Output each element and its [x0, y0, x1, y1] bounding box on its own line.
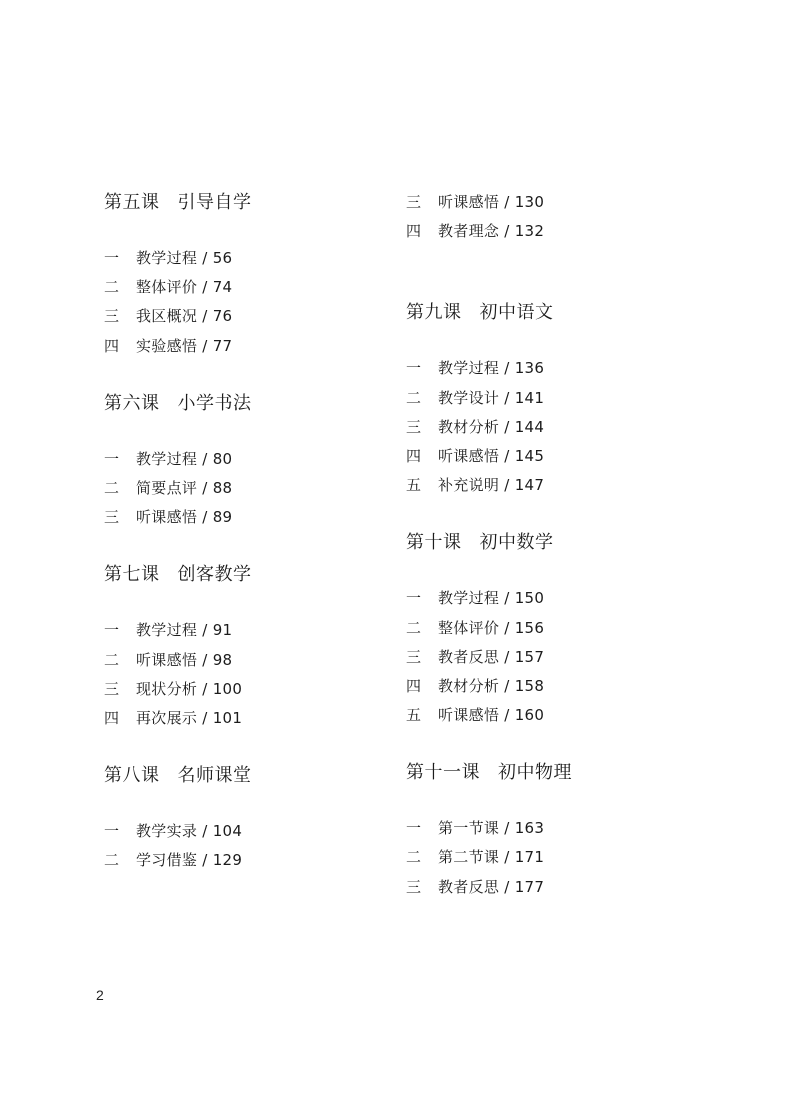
entry-ordinal: 一: [406, 589, 422, 608]
toc-entry[interactable]: [104, 846, 404, 875]
entry-text: 听课感悟 / 145: [438, 446, 545, 465]
entry-text: 补充说明 / 147: [438, 476, 545, 495]
lesson-title: [406, 298, 706, 328]
lesson-section: [104, 560, 404, 733]
toc-entry[interactable]: [104, 332, 404, 361]
toc-entry[interactable]: [104, 704, 404, 733]
toc-entry[interactable]: [406, 701, 706, 730]
toc-right-column: [406, 188, 706, 902]
lesson-section: [406, 298, 706, 500]
lesson-number: 第八课: [104, 765, 160, 787]
entry-text: 教材分析 / 158: [438, 676, 545, 695]
entry-text: 简要点评 / 88: [136, 478, 233, 497]
toc-entry[interactable]: [104, 244, 404, 273]
entry-text: 教学设计 / 141: [438, 388, 545, 407]
toc-entry[interactable]: [406, 843, 706, 872]
lesson-number: 第九课: [406, 302, 462, 324]
lesson-name: 引导自学: [177, 192, 252, 213]
toc-entry[interactable]: [406, 354, 706, 383]
entry-text: 再次展示 / 101: [136, 708, 243, 727]
lesson-number: 第十一课: [406, 762, 480, 784]
toc-entry[interactable]: [406, 584, 706, 613]
toc-entry[interactable]: [406, 188, 706, 217]
toc-entry[interactable]: [104, 445, 404, 474]
lesson-number: 第六课: [104, 392, 160, 414]
lesson-name: 小学书法: [177, 392, 252, 414]
entry-text: 教者反思 / 177: [438, 877, 545, 896]
toc-entry[interactable]: [406, 672, 706, 701]
lesson-number: 第十课: [406, 532, 462, 554]
entry-ordinal: 一: [406, 819, 422, 838]
lesson-title: [104, 761, 404, 791]
entry-text: 实验感悟 / 77: [136, 336, 233, 355]
toc-entry[interactable]: [104, 675, 404, 704]
entry-text: 听课感悟 / 130: [438, 193, 545, 211]
entry-text: 教学过程 / 80: [136, 449, 233, 468]
entry-text: 学习借鉴 / 129: [136, 851, 243, 870]
entry-ordinal: 三: [406, 193, 422, 211]
entry-ordinal: 四: [406, 222, 422, 241]
entry-text: 第二节课 / 171: [438, 848, 545, 867]
toc-entry[interactable]: [406, 614, 706, 643]
lesson-title: [406, 528, 706, 558]
lesson-section: [406, 758, 706, 902]
entry-ordinal: 二: [104, 851, 120, 870]
entry-text: 整体评价 / 156: [438, 618, 545, 637]
toc-entry[interactable]: [104, 302, 404, 331]
entry-text: 教学过程 / 56: [136, 249, 233, 267]
toc-entry[interactable]: [104, 817, 404, 846]
entry-text: 整体评价 / 74: [136, 278, 233, 297]
entry-text: 教者反思 / 157: [438, 647, 545, 666]
entry-ordinal: 三: [406, 417, 422, 436]
entry-ordinal: 五: [406, 476, 422, 495]
entry-ordinal: 二: [406, 388, 422, 407]
entry-ordinal: 三: [406, 877, 422, 896]
toc-entry[interactable]: [406, 643, 706, 672]
toc-entry[interactable]: [406, 413, 706, 442]
entry-text: 教材分析 / 144: [438, 417, 545, 436]
entry-text: 听课感悟 / 98: [136, 650, 233, 669]
toc-entry[interactable]: [406, 814, 706, 843]
entry-ordinal: 二: [104, 278, 120, 297]
lesson-title: [406, 758, 706, 788]
toc-entry[interactable]: [104, 503, 404, 532]
entry-ordinal: 一: [104, 822, 120, 841]
lesson-section: [406, 528, 706, 730]
toc-entry[interactable]: [104, 474, 404, 503]
entry-ordinal: 五: [406, 706, 422, 725]
entry-text: 听课感悟 / 160: [438, 706, 545, 725]
entry-ordinal: 二: [104, 650, 120, 669]
lesson-name: 创客教学: [177, 564, 252, 586]
toc-left-column: [104, 188, 404, 875]
lesson-name: 名师课堂: [177, 765, 252, 787]
entry-text: 教学过程 / 136: [438, 359, 545, 378]
entry-ordinal: 三: [406, 647, 422, 666]
entry-text: 听课感悟 / 89: [136, 508, 233, 527]
entry-text: 教学过程 / 150: [438, 589, 545, 608]
entry-ordinal: 四: [104, 708, 120, 727]
entry-ordinal: 一: [104, 621, 120, 640]
entry-text: 我区概况 / 76: [136, 307, 233, 326]
lesson-section: [104, 761, 404, 875]
entry-text: 教者理念 / 132: [438, 222, 545, 241]
entry-ordinal: 二: [104, 478, 120, 497]
entry-ordinal: 四: [406, 446, 422, 465]
toc-entry[interactable]: [406, 873, 706, 902]
toc-entry[interactable]: [406, 442, 706, 471]
lesson-continuation: [406, 188, 706, 246]
entry-ordinal: 四: [104, 336, 120, 355]
lesson-name: 初中物理: [498, 762, 572, 784]
lesson-title: [104, 188, 404, 218]
lesson-title: [104, 560, 404, 590]
entry-ordinal: 一: [104, 249, 120, 267]
toc-entry[interactable]: [104, 273, 404, 302]
entry-ordinal: 二: [406, 618, 422, 637]
toc-entry[interactable]: [406, 217, 706, 246]
toc-entry[interactable]: [104, 616, 404, 645]
entry-ordinal: 一: [406, 359, 422, 378]
entry-ordinal: 三: [104, 508, 120, 527]
lesson-section: [104, 188, 404, 361]
entry-ordinal: 三: [104, 679, 120, 698]
lesson-number: 第七课: [104, 564, 160, 586]
entry-ordinal: 二: [406, 848, 422, 867]
toc-entry[interactable]: [104, 646, 404, 675]
lesson-number: 第五课: [104, 192, 160, 213]
entry-text: 现状分析 / 100: [136, 679, 243, 698]
entry-text: 教学过程 / 91: [136, 621, 233, 640]
lesson-name: 初中语文: [479, 302, 554, 324]
toc-entry[interactable]: [406, 384, 706, 413]
entry-ordinal: 一: [104, 449, 120, 468]
entry-text: 第一节课 / 163: [438, 819, 545, 838]
page-number: 2: [96, 987, 104, 1003]
lesson-title: [104, 389, 404, 419]
entry-ordinal: 三: [104, 307, 120, 326]
toc-entry[interactable]: [406, 471, 706, 500]
lesson-section: [104, 389, 404, 533]
lesson-name: 初中数学: [479, 532, 554, 554]
entry-ordinal: 四: [406, 676, 422, 695]
entry-text: 教学实录 / 104: [136, 822, 243, 841]
